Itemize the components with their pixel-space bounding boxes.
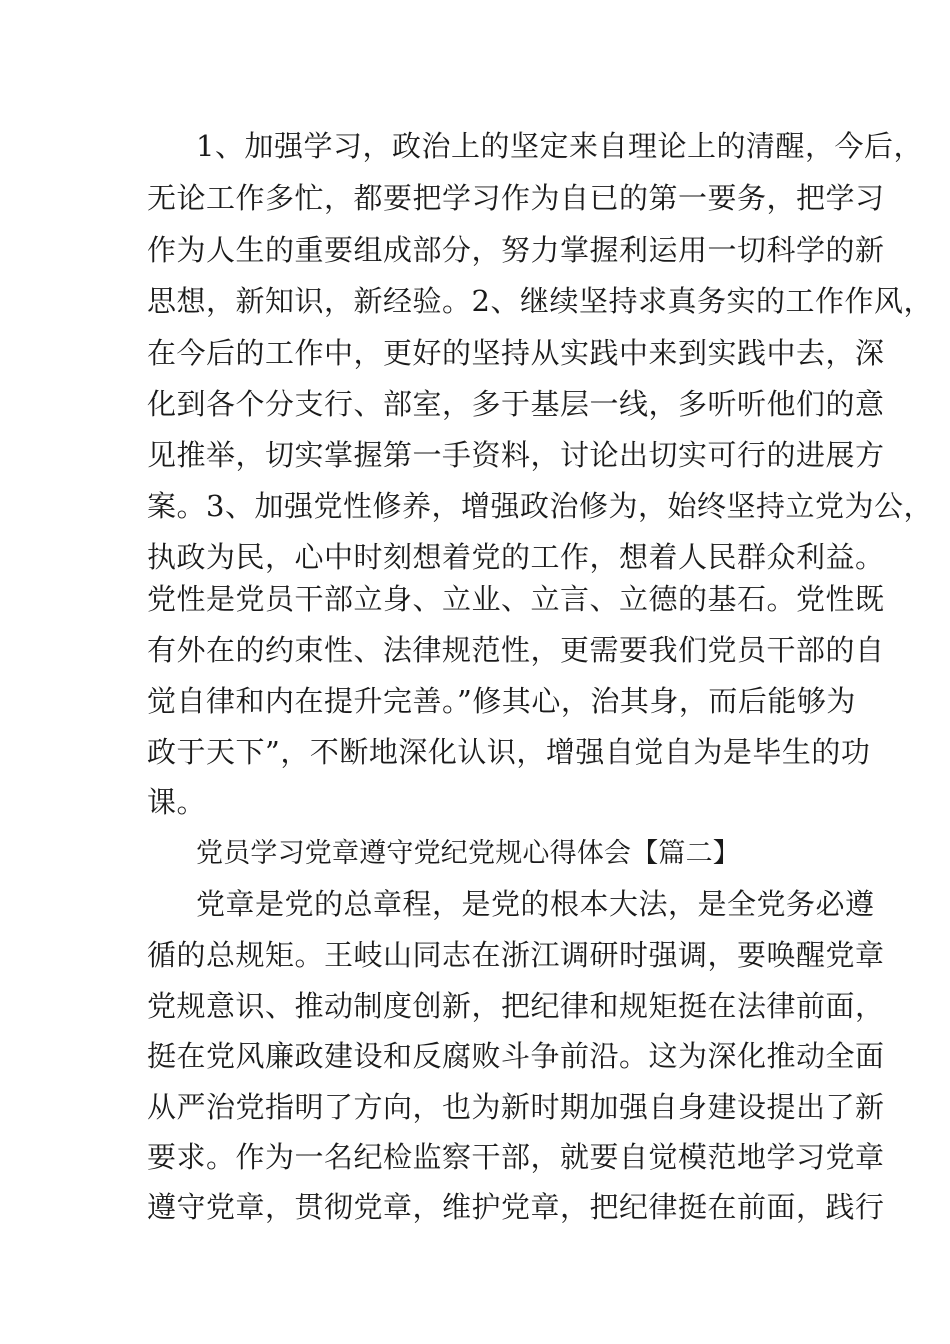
text-line: 从严治党指明了方向，也为新时期加强自身建设提出了新	[147, 1090, 885, 1124]
text-line: 党章是党的总章程，是党的根本大法，是全党务必遵	[196, 887, 875, 921]
text-line: 有外在的约束性、法律规范性，更需要我们党员干部的自	[147, 633, 885, 667]
text-line: 执政为民，心中时刻想着党的工作，想着人民群众利益。	[147, 540, 885, 574]
text-line: 遵守党章，贯彻党章，维护党章，把纪律挺在前面，践行	[147, 1190, 885, 1224]
text-line: 挺在党风廉政建设和反腐败斗争前沿。这为深化推动全面	[147, 1039, 885, 1073]
text-line: 政于天下”，不断地深化认识，增强自觉自为是毕生的功	[147, 735, 871, 769]
text-line: 思想，新知识，新经验。2、继续坚持求真务实的工作作风，	[147, 284, 933, 318]
text-line: 见推举，切实掌握第一手资料，讨论出切实可行的进展方	[147, 438, 885, 472]
text-line: 课。	[147, 785, 207, 819]
text-line: 案。3、加强党性修养，增强政治修为，始终坚持立党为公，	[147, 489, 933, 523]
text-line: 在今后的工作中，更好的坚持从实践中来到实践中去，深	[147, 336, 885, 370]
text-line: 党性是党员干部立身、立业、立言、立德的基石。党性既	[147, 582, 885, 616]
text-line: 1、加强学习，政治上的坚定来自理论上的清醒，今后，	[196, 129, 923, 163]
text-line: 化到各个分支行、部室，多于基层一线，多听听他们的意	[147, 387, 885, 421]
text-line: 无论工作多忙，都要把学习作为自已的第一要务，把学习	[147, 181, 885, 215]
text-line: 觉自律和内在提升完善。”修其心，治其身，而后能够为	[147, 684, 856, 718]
text-line: 作为人生的重要组成部分，努力掌握利运用一切科学的新	[147, 233, 885, 267]
text-line: 党规意识、推动制度创新，把纪律和规矩挺在法律前面，	[147, 989, 885, 1023]
section-heading: 党员学习党章遵守党纪党规心得体会【篇二】	[196, 838, 740, 869]
text-line: 循的总规矩。王岐山同志在浙江调研时强调，要唤醒党章	[147, 938, 885, 972]
text-line: 要求。作为一名纪检监察干部，就要自觉模范地学习党章	[147, 1140, 885, 1174]
